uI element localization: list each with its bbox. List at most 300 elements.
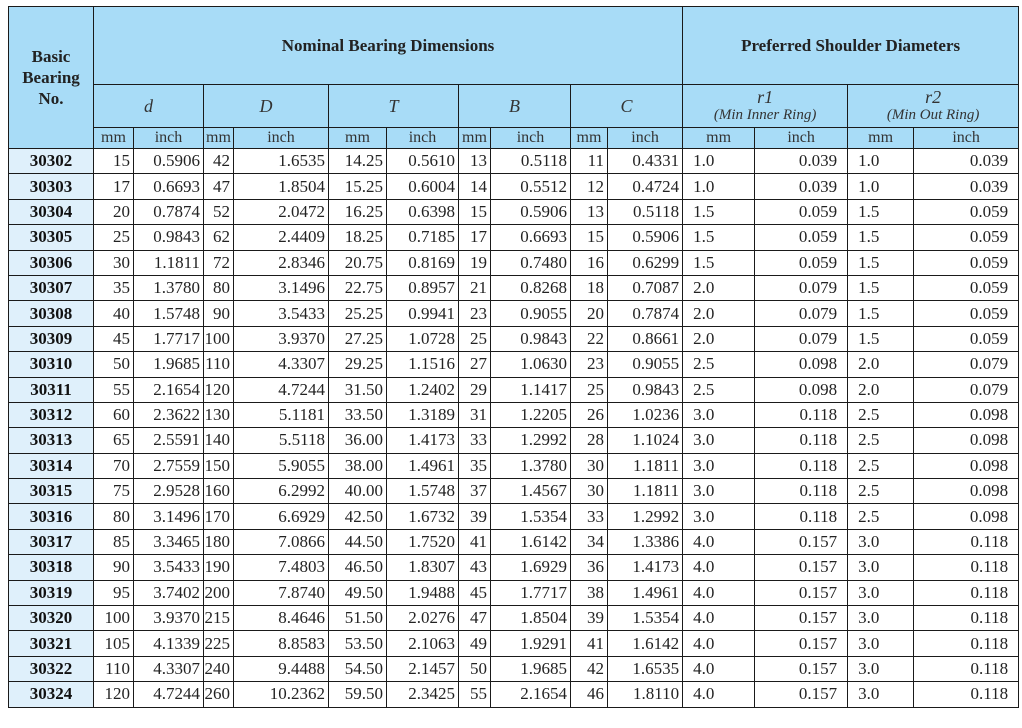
cell-d-mm: 105 [94,631,134,656]
cell-d-mm: 60 [94,402,134,427]
cell-r2-mm: 2.5 [848,402,914,427]
cell-B-mm: 13 [459,149,491,174]
cell-B-inch: 0.5512 [491,174,571,199]
cell-T-inch: 2.1063 [387,631,459,656]
cell-r1-mm: 4.0 [683,631,755,656]
cell-C-mm: 28 [571,428,608,453]
cell-C-inch: 1.1811 [608,479,683,504]
cell-r2-mm: 3.0 [848,606,914,631]
unit-mm: mm [94,128,134,149]
cell-B-mm: 39 [459,504,491,529]
cell-D-mm: 225 [204,631,234,656]
cell-d-mm: 30 [94,250,134,275]
preferred-shoulder-header: Preferred Shoulder Diameters [683,7,1019,85]
cell-D-mm: 140 [204,428,234,453]
unit-inch: inch [755,128,848,149]
cell-r1-mm: 2.0 [683,301,755,326]
cell-bearing-no: 30315 [9,479,94,504]
cell-d-mm: 40 [94,301,134,326]
cell-C-inch: 1.1811 [608,453,683,478]
table-row [9,377,1019,402]
cell-r1-mm: 4.0 [683,580,755,605]
cell-d-mm: 45 [94,326,134,351]
cell-r1-mm: 2.0 [683,326,755,351]
cell-d-inch: 1.3780 [134,275,204,300]
cell-r1-inch: 0.118 [755,504,848,529]
table-row [9,656,1019,681]
D-header: D [204,85,329,128]
cell-T-mm: 22.75 [329,275,387,300]
cell-r2-mm: 1.5 [848,199,914,224]
cell-r1-mm: 4.0 [683,555,755,580]
cell-D-inch: 8.4646 [234,606,329,631]
cell-C-inch: 0.6299 [608,250,683,275]
cell-T-mm: 27.25 [329,326,387,351]
T-header: T [329,85,459,128]
cell-C-mm: 16 [571,250,608,275]
cell-r2-inch: 0.098 [914,453,1019,478]
cell-B-mm: 19 [459,250,491,275]
cell-C-inch: 0.4331 [608,149,683,174]
cell-B-mm: 45 [459,580,491,605]
cell-C-inch: 0.9055 [608,352,683,377]
cell-r1-mm: 1.0 [683,149,755,174]
table-row [9,352,1019,377]
cell-r2-mm: 3.0 [848,529,914,554]
table-row [9,174,1019,199]
cell-r2-inch: 0.098 [914,504,1019,529]
cell-d-inch: 1.9685 [134,352,204,377]
cell-r2-inch: 0.118 [914,580,1019,605]
cell-r2-mm: 1.5 [848,275,914,300]
cell-bearing-no: 30310 [9,352,94,377]
cell-B-inch: 1.2205 [491,402,571,427]
cell-r2-inch: 0.098 [914,402,1019,427]
cell-C-mm: 23 [571,352,608,377]
cell-bearing-no: 30322 [9,656,94,681]
cell-D-inch: 2.4409 [234,225,329,250]
cell-r1-inch: 0.039 [755,174,848,199]
cell-r1-mm: 2.0 [683,275,755,300]
C-header: C [571,85,683,128]
cell-r1-mm: 4.0 [683,606,755,631]
cell-T-mm: 42.50 [329,504,387,529]
cell-d-inch: 2.3622 [134,402,204,427]
r1-note: (Min Inner Ring) [713,107,817,123]
cell-C-mm: 38 [571,580,608,605]
cell-D-inch: 3.5433 [234,301,329,326]
cell-r2-inch: 0.118 [914,656,1019,681]
table-row [9,555,1019,580]
r1-header [683,85,848,128]
cell-r2-inch: 0.118 [914,529,1019,554]
cell-D-mm: 200 [204,580,234,605]
cell-T-mm: 38.00 [329,453,387,478]
cell-r2-inch: 0.118 [914,682,1019,707]
cell-r1-mm: 4.0 [683,682,755,707]
cell-r2-inch: 0.118 [914,555,1019,580]
cell-D-mm: 52 [204,199,234,224]
cell-B-inch: 0.5118 [491,149,571,174]
cell-C-inch: 1.5354 [608,606,683,631]
cell-d-inch: 0.6693 [134,174,204,199]
cell-bearing-no: 30319 [9,580,94,605]
cell-D-mm: 190 [204,555,234,580]
cell-C-mm: 30 [571,453,608,478]
cell-T-mm: 46.50 [329,555,387,580]
header-row-title [9,7,1019,85]
cell-r1-mm: 1.5 [683,250,755,275]
cell-C-inch: 1.4173 [608,555,683,580]
cell-T-mm: 59.50 [329,682,387,707]
cell-T-mm: 49.50 [329,580,387,605]
cell-bearing-no: 30316 [9,504,94,529]
cell-T-inch: 0.8169 [387,250,459,275]
cell-T-inch: 1.5748 [387,479,459,504]
cell-r2-mm: 3.0 [848,656,914,681]
cell-B-mm: 33 [459,428,491,453]
cell-d-mm: 17 [94,174,134,199]
cell-C-mm: 11 [571,149,608,174]
unit-inch: inch [608,128,683,149]
cell-D-inch: 7.4803 [234,555,329,580]
cell-bearing-no: 30304 [9,199,94,224]
table-row [9,529,1019,554]
cell-r1-mm: 1.0 [683,174,755,199]
cell-B-mm: 35 [459,453,491,478]
cell-C-mm: 41 [571,631,608,656]
cell-B-inch: 1.5354 [491,504,571,529]
cell-C-inch: 0.7087 [608,275,683,300]
cell-d-inch: 1.5748 [134,301,204,326]
cell-D-mm: 130 [204,402,234,427]
cell-bearing-no: 30303 [9,174,94,199]
cell-B-mm: 49 [459,631,491,656]
cell-T-inch: 0.9941 [387,301,459,326]
unit-mm: mm [683,128,755,149]
cell-D-inch: 8.8583 [234,631,329,656]
unit-mm: mm [848,128,914,149]
header-row-units [9,128,1019,149]
cell-T-mm: 40.00 [329,479,387,504]
cell-r2-mm: 1.5 [848,250,914,275]
table-row [9,326,1019,351]
cell-C-mm: 33 [571,504,608,529]
table-row [9,402,1019,427]
unit-mm: mm [329,128,387,149]
unit-inch: inch [134,128,204,149]
cell-d-inch: 2.1654 [134,377,204,402]
cell-C-mm: 18 [571,275,608,300]
r2-header [848,85,1019,128]
cell-T-mm: 33.50 [329,402,387,427]
cell-d-mm: 15 [94,149,134,174]
cell-T-inch: 1.0728 [387,326,459,351]
cell-B-inch: 1.2992 [491,428,571,453]
cell-bearing-no: 30305 [9,225,94,250]
cell-D-inch: 2.8346 [234,250,329,275]
cell-bearing-no: 30302 [9,149,94,174]
cell-r1-inch: 0.079 [755,275,848,300]
B-header: B [459,85,571,128]
cell-r1-inch: 0.098 [755,352,848,377]
cell-r2-mm: 3.0 [848,631,914,656]
cell-B-inch: 0.8268 [491,275,571,300]
cell-r1-mm: 4.0 [683,529,755,554]
bearing-table-container [8,6,1018,708]
cell-d-inch: 3.7402 [134,580,204,605]
cell-r1-mm: 4.0 [683,656,755,681]
table-row [9,453,1019,478]
cell-T-mm: 53.50 [329,631,387,656]
cell-r1-mm: 1.5 [683,225,755,250]
cell-C-inch: 0.9843 [608,377,683,402]
cell-D-inch: 3.9370 [234,326,329,351]
cell-D-mm: 110 [204,352,234,377]
cell-B-mm: 23 [459,301,491,326]
cell-D-mm: 150 [204,453,234,478]
cell-D-mm: 180 [204,529,234,554]
cell-D-mm: 215 [204,606,234,631]
cell-r2-mm: 1.5 [848,225,914,250]
cell-d-inch: 3.5433 [134,555,204,580]
cell-D-inch: 5.1181 [234,402,329,427]
cell-bearing-no: 30308 [9,301,94,326]
unit-mm: mm [571,128,608,149]
cell-bearing-no: 30311 [9,377,94,402]
cell-d-inch: 2.9528 [134,479,204,504]
cell-D-mm: 90 [204,301,234,326]
cell-C-mm: 20 [571,301,608,326]
cell-B-mm: 27 [459,352,491,377]
cell-r1-inch: 0.059 [755,199,848,224]
cell-T-mm: 14.25 [329,149,387,174]
table-row [9,682,1019,707]
cell-D-inch: 7.0866 [234,529,329,554]
cell-T-mm: 20.75 [329,250,387,275]
cell-T-mm: 29.25 [329,352,387,377]
table-row [9,479,1019,504]
cell-d-inch: 1.7717 [134,326,204,351]
cell-d-inch: 2.7559 [134,453,204,478]
table-row [9,149,1019,174]
cell-T-inch: 0.8957 [387,275,459,300]
table-row [9,225,1019,250]
cell-C-inch: 0.8661 [608,326,683,351]
cell-d-mm: 75 [94,479,134,504]
cell-r1-mm: 2.5 [683,352,755,377]
r2-symbol: r2 [925,87,942,107]
d-header: d [94,85,204,128]
cell-r2-inch: 0.039 [914,174,1019,199]
cell-D-inch: 9.4488 [234,656,329,681]
cell-D-inch: 1.8504 [234,174,329,199]
cell-B-inch: 1.6929 [491,555,571,580]
cell-D-mm: 47 [204,174,234,199]
cell-d-mm: 120 [94,682,134,707]
cell-d-inch: 0.5906 [134,149,204,174]
cell-B-inch: 1.0630 [491,352,571,377]
cell-B-inch: 1.8504 [491,606,571,631]
cell-D-inch: 4.7244 [234,377,329,402]
cell-C-mm: 39 [571,606,608,631]
cell-r1-inch: 0.157 [755,529,848,554]
table-row [9,606,1019,631]
cell-C-inch: 1.2992 [608,504,683,529]
cell-bearing-no: 30306 [9,250,94,275]
cell-T-inch: 0.6398 [387,199,459,224]
cell-r2-inch: 0.059 [914,250,1019,275]
cell-bearing-no: 30309 [9,326,94,351]
cell-B-inch: 0.9843 [491,326,571,351]
table-row [9,199,1019,224]
cell-r1-mm: 3.0 [683,402,755,427]
cell-T-mm: 25.25 [329,301,387,326]
unit-inch: inch [491,128,571,149]
cell-r2-mm: 3.0 [848,682,914,707]
table-body [9,149,1019,708]
cell-r2-inch: 0.098 [914,428,1019,453]
cell-d-mm: 80 [94,504,134,529]
cell-bearing-no: 30313 [9,428,94,453]
cell-D-mm: 170 [204,504,234,529]
cell-d-inch: 3.1496 [134,504,204,529]
cell-D-mm: 260 [204,682,234,707]
cell-B-inch: 0.9055 [491,301,571,326]
cell-B-mm: 17 [459,225,491,250]
cell-r1-inch: 0.157 [755,682,848,707]
cell-C-mm: 26 [571,402,608,427]
cell-T-inch: 0.5610 [387,149,459,174]
cell-B-mm: 31 [459,402,491,427]
cell-C-inch: 0.5906 [608,225,683,250]
cell-bearing-no: 30317 [9,529,94,554]
cell-d-inch: 0.9843 [134,225,204,250]
cell-d-mm: 95 [94,580,134,605]
cell-d-inch: 3.9370 [134,606,204,631]
cell-D-inch: 4.3307 [234,352,329,377]
cell-C-mm: 12 [571,174,608,199]
cell-r2-mm: 2.5 [848,428,914,453]
unit-mm: mm [459,128,491,149]
cell-D-inch: 5.9055 [234,453,329,478]
cell-C-mm: 46 [571,682,608,707]
cell-r1-inch: 0.118 [755,428,848,453]
cell-C-mm: 30 [571,479,608,504]
cell-C-inch: 1.4961 [608,580,683,605]
cell-D-mm: 160 [204,479,234,504]
cell-r2-inch: 0.059 [914,199,1019,224]
cell-D-inch: 2.0472 [234,199,329,224]
cell-T-mm: 18.25 [329,225,387,250]
unit-inch: inch [914,128,1019,149]
cell-r2-mm: 2.0 [848,352,914,377]
cell-B-mm: 41 [459,529,491,554]
cell-B-inch: 1.6142 [491,529,571,554]
nominal-dimensions-header: Nominal Bearing Dimensions [94,7,683,85]
cell-C-mm: 34 [571,529,608,554]
cell-r1-inch: 0.157 [755,580,848,605]
cell-r2-inch: 0.079 [914,377,1019,402]
cell-B-inch: 2.1654 [491,682,571,707]
cell-bearing-no: 30314 [9,453,94,478]
cell-D-inch: 6.6929 [234,504,329,529]
cell-D-mm: 62 [204,225,234,250]
cell-T-inch: 2.0276 [387,606,459,631]
cell-B-mm: 50 [459,656,491,681]
header-row-symbols [9,85,1019,128]
cell-r1-mm: 1.5 [683,199,755,224]
cell-r1-inch: 0.157 [755,656,848,681]
cell-D-inch: 6.2992 [234,479,329,504]
cell-T-mm: 44.50 [329,529,387,554]
cell-C-mm: 36 [571,555,608,580]
cell-d-inch: 1.1811 [134,250,204,275]
cell-B-inch: 1.4567 [491,479,571,504]
cell-r1-mm: 2.5 [683,377,755,402]
cell-T-inch: 1.4173 [387,428,459,453]
cell-d-mm: 70 [94,453,134,478]
cell-r1-inch: 0.157 [755,606,848,631]
cell-r1-mm: 3.0 [683,453,755,478]
cell-r1-inch: 0.118 [755,479,848,504]
cell-r1-mm: 3.0 [683,479,755,504]
cell-D-mm: 100 [204,326,234,351]
cell-T-inch: 2.3425 [387,682,459,707]
cell-T-inch: 1.6732 [387,504,459,529]
cell-C-mm: 13 [571,199,608,224]
cell-T-inch: 1.2402 [387,377,459,402]
cell-r1-inch: 0.098 [755,377,848,402]
cell-B-mm: 15 [459,199,491,224]
cell-d-mm: 100 [94,606,134,631]
table-row [9,428,1019,453]
cell-T-inch: 1.7520 [387,529,459,554]
cell-C-mm: 22 [571,326,608,351]
table-row [9,580,1019,605]
cell-D-inch: 3.1496 [234,275,329,300]
cell-T-inch: 2.1457 [387,656,459,681]
cell-d-mm: 20 [94,199,134,224]
cell-T-mm: 16.25 [329,199,387,224]
cell-d-mm: 50 [94,352,134,377]
cell-C-inch: 1.0236 [608,402,683,427]
cell-C-inch: 0.7874 [608,301,683,326]
cell-T-inch: 0.7185 [387,225,459,250]
cell-d-mm: 110 [94,656,134,681]
table-row [9,275,1019,300]
table-row [9,250,1019,275]
cell-C-mm: 15 [571,225,608,250]
cell-r1-inch: 0.079 [755,326,848,351]
cell-r2-mm: 1.5 [848,326,914,351]
cell-r2-inch: 0.059 [914,301,1019,326]
cell-r1-inch: 0.059 [755,225,848,250]
cell-d-mm: 25 [94,225,134,250]
cell-r2-inch: 0.059 [914,225,1019,250]
cell-B-mm: 37 [459,479,491,504]
cell-D-inch: 7.8740 [234,580,329,605]
r1-symbol: r1 [757,87,774,107]
cell-r2-inch: 0.059 [914,326,1019,351]
bearing-dimensions-table [8,6,1019,708]
cell-D-mm: 80 [204,275,234,300]
cell-r2-mm: 2.5 [848,453,914,478]
cell-D-inch: 5.5118 [234,428,329,453]
cell-D-inch: 1.6535 [234,149,329,174]
cell-r1-inch: 0.157 [755,631,848,656]
cell-r1-inch: 0.118 [755,402,848,427]
